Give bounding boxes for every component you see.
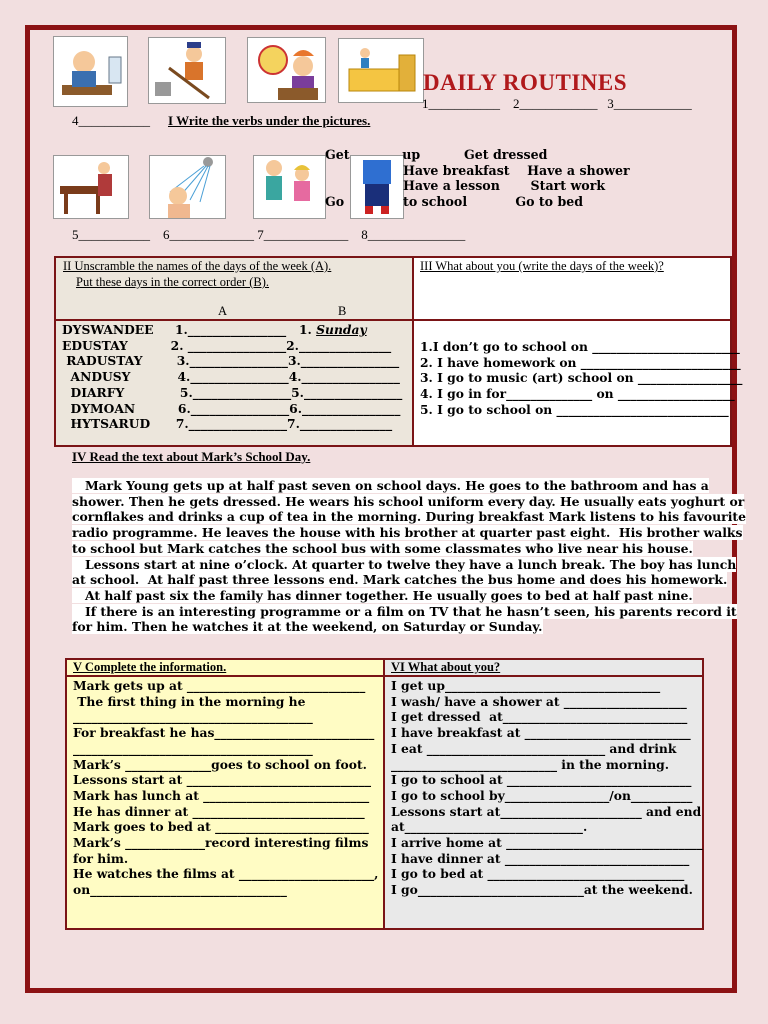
exercise1-heading: I Write the verbs under the pictures. — [168, 113, 371, 128]
page-title: DAILY ROUTINES — [423, 70, 628, 95]
eating-icon — [53, 36, 128, 107]
exercise5-line: on________________________________ — [73, 882, 287, 898]
word-bank-line4b: to school Go to bed — [403, 194, 584, 209]
exercise6-line: I have breakfast at ___________________________ — [391, 725, 691, 741]
exercise5-line: He has dinner at ____________________________ — [73, 803, 365, 819]
word-bank-line3: Have a lesson Start work — [403, 178, 606, 193]
exercise3-line-4: 4. I go in for______________ on ___________________ — [420, 386, 735, 402]
exercise5-line: The first thing in the morning he — [73, 693, 306, 709]
exercise2-3-table — [54, 256, 743, 447]
reading-line: radio programme. He leaves the house with his brother at quarter past eight. His brother walks — [72, 525, 743, 541]
exercise5-line: Lessons start at ______________________________ — [73, 772, 372, 788]
day-row-2: EDUSTAY 2. ________________2._______________ — [62, 337, 392, 353]
cooking-icon — [53, 155, 129, 219]
column-a-label: A — [218, 304, 228, 318]
exercise6-line: I eat _____________________________ and drink — [391, 740, 677, 756]
reading-line: Mark Young gets up at half past seven on school days. He goes to the bathroom and has a — [72, 478, 709, 493]
exercise4-heading: IV Read the text about Mark’s School Day. — [72, 449, 311, 464]
exercise6-line: I have dinner at ______________________________ — [391, 850, 690, 866]
column-b-label: B — [338, 304, 347, 318]
word-bank-line2: Have breakfast Have a shower — [403, 163, 630, 178]
shower-icon — [149, 155, 226, 219]
alarm-clock-icon — [247, 37, 326, 103]
blanks-row1: 1___________ 2____________ 3____________ — [422, 96, 692, 111]
exercise3-line-1: 1.I don’t go to school on ________________________ — [420, 339, 740, 354]
exercise5-heading: V Complete the information. — [73, 660, 227, 674]
exercise6-line: I go to bed at ________________________________ — [391, 866, 685, 882]
blank-4: 4___________ — [72, 113, 150, 128]
exercise6-line: Lessons start at_______________________ and end — [391, 803, 702, 819]
reading-line: for him. Then he watches it at the weekend, on Saturday or Sunday. — [72, 619, 543, 635]
day-row-7: HYTSARUD 7.________________7._______________ — [62, 416, 393, 432]
reading-line: At half past six the family has dinner together. He usually goes to bed at half past nine. — [72, 587, 693, 603]
reading-line: at school. At half past three lessons end. Mark catches the bus home and does his homework. — [72, 572, 728, 588]
reading-line: Lessons start at nine o’clock. At quarter to twelve they have a lunch break. The boy has lunch — [72, 556, 737, 572]
day-row-1: DYSWANDEE 1.________________ 1. Sunday — [62, 322, 367, 337]
exercise5-line: Mark gets up at _____________________________ — [73, 678, 366, 693]
exercise5-line: _______________________________________ — [73, 740, 313, 756]
kids-walking-icon — [253, 155, 326, 219]
exercise6-line: I go to school by_________________/on__________ — [391, 787, 693, 803]
word-bank-line1: Get up Get dressed — [325, 147, 548, 162]
exercise6-line: I go___________________________at the weekend. — [391, 882, 693, 898]
exercise5-line: Mark goes to bed at _________________________ — [73, 819, 369, 835]
exercise5-line: Mark’s ______________goes to school on foot. — [73, 756, 367, 772]
day-row-3: RADUSTAY 3.________________3.________________ — [62, 353, 400, 369]
reading-text — [72, 478, 747, 635]
exercise5-line: _______________________________________ — [73, 709, 313, 725]
exercise6-line: I wash/ have a shower at ____________________ — [391, 693, 687, 709]
exercise3-line-5: 5. I go to school on ____________________________ — [420, 401, 729, 417]
reading-line: cornflakes and drinks a cup of tea in the morning. During breakfast Mark listens to his favourite — [72, 509, 747, 525]
sunday-example: Sunday — [316, 322, 367, 337]
exercise5-line: He watches the films at ______________________, — [73, 866, 379, 882]
exercise5-line: For breakfast he has__________________________ — [73, 725, 375, 741]
exercise5-line: Mark has lunch at ___________________________ — [73, 787, 370, 803]
exercise3-heading: III What about you (write the days of the week)? — [420, 259, 664, 273]
exercise6-line: I get up___________________________________ — [391, 678, 661, 693]
exercise6-line: at_____________________________. — [391, 819, 588, 835]
word-bank-line4a: Go — [325, 194, 345, 209]
blanks-row2: 5___________ 6_____________ 7_____________ 8_______________ — [72, 227, 466, 242]
bed-icon — [338, 38, 424, 103]
exercise6-line: I arrive home at ________________________________ — [391, 835, 703, 851]
exercise3-line-2: 2. I have homework on __________________________ — [420, 354, 741, 370]
exercise3-line-3: 3. I go to music (art) school on _________________ — [420, 370, 743, 386]
exercise2-heading-2: Put these days in the correct order (B). — [76, 275, 269, 289]
exercise5-line: for him. — [73, 850, 129, 866]
reading-line: to school but Mark catches the school bus with some classmates who live near his house. — [72, 540, 693, 556]
reading-line: If there is an interesting programme or a film on TV that he hasn’t seen, his parents record it — [72, 603, 737, 619]
dressing-icon — [350, 155, 404, 219]
exercise5-6-table — [65, 658, 704, 930]
reading-line: shower. Then he gets dressed. He wears his school uniform every day. He usually eats yoghurt or — [72, 493, 745, 509]
cleaning-icon — [148, 37, 226, 104]
exercise2-heading-1: II Unscramble the names of the days of the week (A). — [63, 259, 332, 273]
exercise6-line: I go to school at ______________________________ — [391, 772, 692, 788]
day-row-4: ANDUSY 4.________________4.________________ — [62, 369, 400, 385]
day-row-5: DIARFY 5.________________5.________________ — [62, 384, 403, 400]
day-row-6: DYMOAN 6.________________6.________________ — [62, 400, 401, 416]
exercise6-heading: VI What about you? — [391, 660, 501, 674]
exercise5-line: Mark’s _____________record interesting films — [73, 835, 369, 851]
exercise6-line: ___________________________ in the morning. — [391, 756, 670, 772]
exercise6-line: I get dressed at______________________________ — [391, 709, 688, 725]
